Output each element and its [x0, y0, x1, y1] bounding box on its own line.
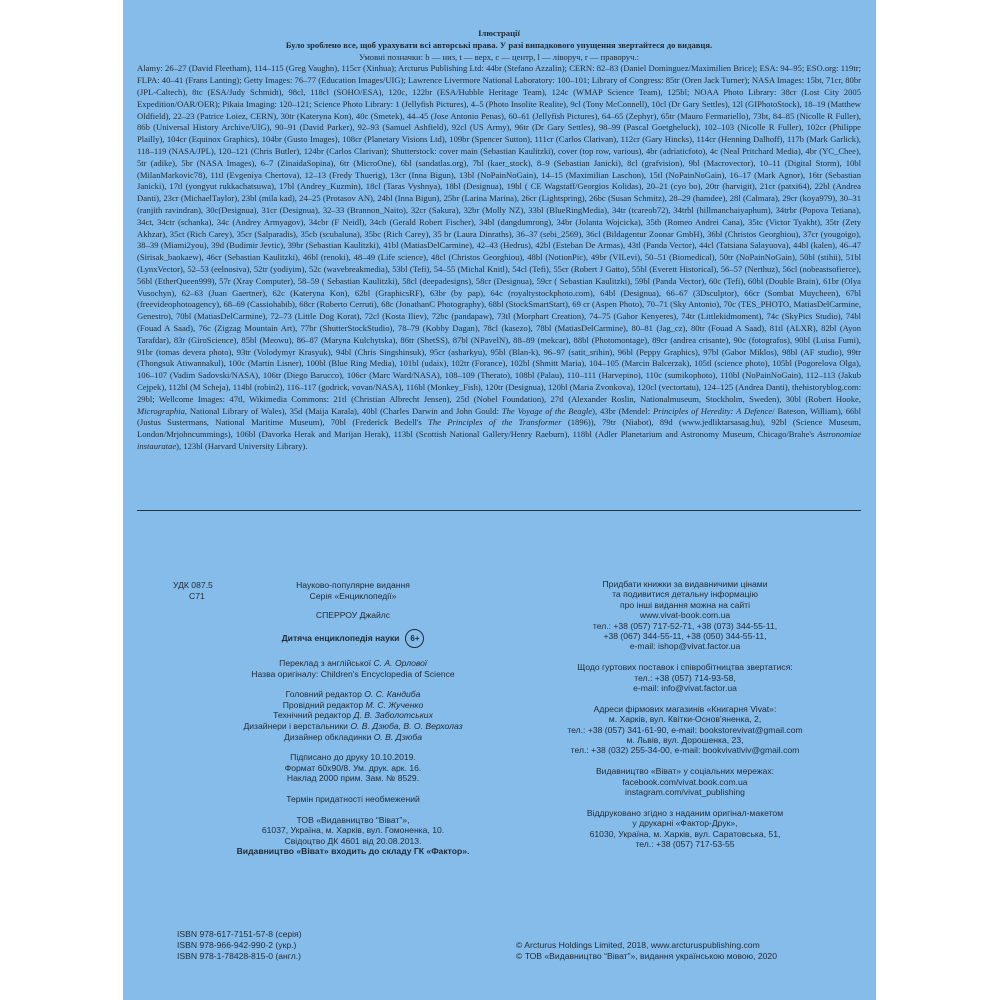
buy-line: тел.: +38 (057) 717-52-71, +38 (073) 344-55-11, — [592, 620, 778, 631]
shelf-life: Термін придатності необмежений — [286, 793, 420, 804]
isbn-block — [177, 929, 302, 962]
publisher-line: ТОВ «Видавництво “Віват”», — [296, 814, 410, 825]
book-info — [238, 580, 468, 648]
editor-line: Провідний редактор М. С. Жученко — [282, 699, 424, 710]
buy-line: Придбати книжки за видавничими цінами — [602, 579, 768, 589]
editor-line: Технічний редактор Д. В. Заболотських — [273, 710, 433, 721]
editor-line: Головний редактор О. С. Кандиба — [285, 689, 421, 700]
editorial-info — [218, 658, 488, 857]
copyright-line: © ТОВ «Видавництво “Віват”», видання українською мовою, 2020 — [516, 951, 777, 961]
author: СПЕРРОУ Джайлс — [315, 610, 391, 621]
publisher-line: Свідоцтво ДК 4601 від 20.08.2013. — [284, 835, 422, 846]
instagram-link[interactable]: instagram.com/vivat_publishing — [625, 787, 745, 798]
author-index: С71 — [189, 590, 205, 601]
genre: Науково-популярне видання — [296, 580, 410, 590]
print-info-line: Підписано до друку 10.10.2019. — [290, 752, 416, 763]
wholesale-line: тел.: +38 (057) 714-93-58, — [634, 672, 736, 683]
stores-line: м. Харків, вул. Квітки-Основ'яненка, 2, — [608, 714, 762, 725]
credits-text: Alamy: 26–27 (David Fleetham), 114–115 (Greg Vaughn), 115cr (Xinhua); Arcturus Publishing Ltd: 44br (Stefano Azzalin); CERN: 82–83 (Daniel Dominguez/Maximilien Brice); ESA: 94–95; ESO.org: 119tr; FLPA: 40–41 (Frans Lanting); Getty Images: 76–77 (Education Images/UIG); Lawrence Livermore National Laboratory: 100–101; Library of Congress: 85tr (Oren Jack Turner); NASA Images: 15bt, 71cr, 80br (JPL-Caltech), 8tc (ESA/Judy Schmidt), 98cl, 118cl (SOHO/ESA), 120c, 122br (ESA/Hubble Heritage Team), 124c (WMAP Science Team), 125bl; NOAA Photo Library: 38cr (Lost City 2005 Expedition/OAR/OER); Pikaia Imaging: 120–121; Science Photo Library: 1 (Jellyfish Pictures), 4–5 (Photo Insolite Realite), 9cl (Tony McConnell), 10cl (Dr Gary Settles), 12l (GIPhotoStock), 18–19 (Matthew Oldfield), 22–23 (Patrice Loiez, CERN), 30tr (Kateryna Kon), 40c (Smetek), 44–45 (Jose Antonio Penas), 60–61 (Jellyfish Pictures), 64–65 (Zephyr), 65tr (Mauro Fermariello), 73bt, 84–85 (Nicolle R Fuller), 86b (Universal History Archive/UIG), 90–91 (David Parker), 92–93 (Samuel Ashfield), 92cl (US Army), 96tr (Dr Gary Settles), 98–99 (Pascal Goetgheluck), 102–103 (Nicolle R Fuller), 102cr (Philippe Plailly), 104cr (Equinox Graphics), 104br (Gusto Images), 108cr (Planetary Visions Ltd), 109br (Spencer Sutton), 111cr (Carlos Clarivan), 112cr (Gary Hincks), 114cr (Henning Dalhoff), 117b (Mark Garlick), 118–119 (NASA/JPL), 120–121 (Chris Butler), 124br (Carlos Clarivan); Shutterstock: cover main (Sebastian Kaulitzki), cover (top row, various), 4br (adriaticfoto), 4c (Neal Pritchard Media), 4br (YC_Chee), 5tr (adike), 5br (NASA Images), 6–7 (ZinaidaSopina), 6tr (MicroOne), 6bl (sandatlas.org), 7bl (kaer_stock), 8–9 (Sebastian Janicki), 8cl (grafvision), 9bl (Macrovector), 10–11 (Digital Storm), 10bl (MilanMarkovic78), 11tl (Evgeniya Chertova), 12–13 (Fredy Thuerig), 13cr (Inna Bigun), 13bl (NoPainNoGain), 14–15 (Maximilian Laschon), 15tl (NoPainNoGain), 16–17 (Mark Agnor), 16tr (Sebastian Janicki), 17tl (yongyut rukkachatsuwa), 17bl (Andrey_Kuzmin), 18cl (Taras Vyshnya), 18bl (Designua), 19bl ( CE Wagstaff/Georgios Kolidas), 20–21 (cyo bo), 20tr (harvigit), 21cr (patxi64), 22bl (Andrea Danti), 23cr (MichaelTaylor), 23bl (mila kad), 24–25 (Protasov AN), 24bl (Inna Bigun), 25br (Larina Marina), 26cr (Lightspring), 26bc (Susan Schmitz), 28–29 (hamdee), 28l (Calmara), 29cr (koya979), 30–31 (ranjith ravindran), 30c(Designua), 31cr (Designua), 32–33 (Brannon_Naito), 32cr (Sakura), 32br (Molly NZ), 33bl (BlueRingMedia), 34tr (tcareob72), 34trbl (hillmanchaiyaphum), 34trbr (Popova Tetiana), 34ct, 34ctr (schanka), 34c (Andrey Armyagov), 34cbr (F Neidl), 34cb (Gerald Robert Fischer), 34bl (dangdumrong), 34br (Jolanta Wojcicka), 35tb (Romeo Andrei Cana), 35tc (Victor Tyakht), 35tr (Zety Akhzar), 35ct (Rich Carey), 35cr (Salparadis), 35cb (scubaluna), 35bc (Rich Carey), 35 br (Laura Dinraths), 36–37 (sebi_2569), 36cl (Bildagentur Zoonar GmbH), 36bl (Christos Georghiou), 37cr (yougoigo), 38–39 (Miami2you), 39d (Budimir Jevtic), 39br (Sebastian Kaulitzki), 41bl (MatiasDelCarmine), 42–43 (Hedrus), 42bl (Esteban De Armas), 43tl (Panda Vector), 44cl (Tatsiana Salayuova), 44bl (kalen), 46–47 (Sirisak_baokaew), 46cr (Sebastian Kaulitzki), 46bl (renoki), 48–49 (Life science), 48cl (Christos Georghiou), 48bl (NotionPic), 49br (VILevi), 50–51 (Biomedical), 50tr (NoPainNoGain), 50bl (stihii), 51bl (LynxVector), 52–53 (eelnosiva), 52tr (yodiyim), 52c (wavebreakmedia), 53bl (Tefi), 54–55 (Michal Knitl), 54cl (Tefi), 55cr (Robert J Gatto), 55bl (Everett Historical), 56–57 (Nerthuz), 56cl (nobeastsofierce), 56bl (EtherQueen999), 57r (Xray Computer), 58–59 ( Sebastian Kaulitzki), 58cl (deepadesigns), 58cr (Designua), 59cr ( Sebastian Kaulitzki), 59bl (Panda Vector), 60c (Tefi), 60bl (Double Brain), 61br (Olya Vusochyn), 62–63 (Juan Gaertner), 62c (Kateryna Kon), 62bl (GraphicsRF), 63br (by pap), 64c (royaltystockphoto.com), 64bl (Designua), 66–67 (3Dsculptor), 66cr (Sombat Muycheen), 67bl (freevideophotoagency), 68–69 (Cassiohabib), 68cr (Roberto Cerruti), 68c (JonathanC Photography), 68bl (StockSmartStart), 69 cr (Aspen Photo), 70–71 (Sky Antonio), 70c (TES_PHOTO, MatiasDelCarmine, Genestro), 70bl (MatiasDelCarmine), 72–73 (Little Dog Korat), 72cl (Kosta Iliev), 72bc (pandapaw), 73tl (Morphart Creation), 74–75 (Gabor Kenyeres), 74tr (Littlekidmoment), 74c (SkyPics Studio), 74bl (Fouad A Saad), 76c (Zigzag Mountain Art), 77br (ShutterStockStudio), 78–79 (Kobby Dagan), 78cl (kasezo), 78bl (MatiasDelCarmine), 80–81 (Jag_cz), 80tr (Fouad A Saad), 81tl (ALXR), 82bl (Ayon Tarafdar), 83r (GiroScience), 85bl (Meowu), 86–87 (Maryna Kulchytska), 86tr (ShetSS), 87bl (NPavelN), 88–89 (mekcar), 88bl (Photomontage), 89cr (andrea crisante), 90c (fotografos), 90bl (Luisa Fumi), 91br (tomas devera photo), 93tr (Volodymyr Krasyuk), 94bl (Chris Singshinsuk), 95cr (asharkyu), 95bl (Blan-k), 96–97 (satit_srihin), 96bl (Peppy Graphics), 97bl (Gabor Miklos), 98bl (AF studio), 99tr (Thongsuk Atiwannakul), 100c (Martin Lisner), 100bl (Blue Ring Media), 101bl (udaix), 102tr (Forance), 102bl (Shmitt Maria), 104–105 (Marcin Balcerzak), 105tl (science photo), 105bl (Pogorelova Olga), 106–107 (Vadim Sadovski/NASA), 106tr (Diego Barucco), 106cr (Marc Ward/NASA), 108–109 (Therato), 108bl (Palau), 110–111 (Harvepino), 110c (sumikophoto), 110bl (NoPainNoGain), 112–113 (Jakub Cejpek), 112bl (M Scheja), 114bl (robin2), 116–117 (godrick, vovan/NASA), 116bl (Monkey_Fish), 120tr (Designua), 120bl (Maria Zvonkova), 120cl (vectortatu), 124–125 (Andrea Danti), thehistoryblog.com: 29bl; Wellcome Images: 47tl, Wikimedia Commons: 21tl (Christian Albrecht Jensen), 25tl (Nobel Foundation), 27tl (Alexander Roslin, Nationalmuseum, Stockholm, Sweden), 30bl (Robert Hooke, Micrographia, National Library of Wales), 35d (Maija Karala), 40bl (Charles Darwin and John Gould: The Voyage of the Beagle), 43br (Mendel: Principles of Heredity: A Defence/ Bateson, William), 66bl (Justus Sustermans, National Maritime Museum), 70bl (Frederick Bedell's The Principles of the Transformer (1896)), 79tr (Niabot), 89d (www.jedliktarsasag.hu), 92bl (Science Museum, London/Mrjohncummings), 106bl (Davorka Herak and Marijan Herak), 113bl (Scottish National Gallery/Henry Raeburn), 118bl (Adler Planetarium and Astronomy Museum, Chicago/Brahe's Astronomiae instauratae), 123bl (Harvard University Library). — [137, 63, 862, 451]
printer-line: 61030, Україна, м. Харків, вул. Саратовська, 51, — [589, 828, 781, 839]
stores-line: м. Львів, вул. Дорошенка, 23, — [626, 735, 744, 746]
age-rating-badge: 6+ — [405, 629, 424, 648]
printer-line: тел.: +38 (057) 717-53-55 — [635, 839, 735, 850]
isbn-line: ISBN 978-966-942-990-2 (укр.) — [177, 940, 297, 950]
credits-heading: Ілюстрації — [478, 28, 520, 38]
credits-legend: Умовні позначки: b — низ, t — верх, c — центр, l — ліворуч, r — праворуч.: — [359, 51, 639, 62]
isbn-line: ISBN 978-617-7151-57-8 (серія) — [177, 929, 302, 939]
social-line: Видавництво «Віват» у соціальних мережах: — [595, 766, 775, 777]
wholesale-line: Щодо гуртових поставок і співробітництва звертатися: — [577, 662, 793, 673]
buy-line: +38 (067) 344-55-11, +38 (050) 344-55-11, — [603, 631, 767, 642]
printer-line: у друкарні «Фактор-Друк», — [632, 818, 738, 829]
buy-line: та подивитися детальну інформацію — [612, 589, 758, 600]
copyright-block — [516, 940, 777, 962]
series: Серія «Енциклопедії» — [309, 590, 397, 601]
classification-codes — [173, 580, 213, 601]
imprint-page — [123, 0, 876, 1000]
copyright-line: © Arcturus Holdings Limited, 2018, www.arcturuspublishing.com — [516, 940, 760, 950]
print-info-line: Формат 60х90/8. Ум. друк. арк. 16. — [284, 762, 422, 773]
print-info-line: Наклад 2000 прим. Зам. № 8529. — [286, 773, 420, 784]
stores-line: тел.: +38 (032) 255-34-00, e-mail: bookvivatlviv@gmail.com — [570, 745, 800, 756]
original-title: Назва оригіналу: Children's Encyclopedia of Science — [251, 668, 455, 679]
translation: Переклад з англійської С. А. Орлової — [279, 658, 427, 668]
website-link[interactable]: www.vivat-book.com.ua — [639, 610, 731, 621]
credits-notice: Було зроблено все, щоб урахувати всі авторські права. У разі випадкового упущення звертайтеся до видавця. — [285, 39, 713, 50]
udk-code: УДК 087.5 — [173, 580, 213, 590]
printer-line: Віддруковано згідно з наданим оригінал-макетом — [586, 807, 784, 818]
facebook-link[interactable]: facebook.com/vivat.book.com.ua — [622, 776, 748, 787]
editor-line: Дизайнери і верстальники О. В. Дзюба, В. О. Верхолаз — [243, 720, 463, 731]
shop-email: e-mail: ishop@vivat.factor.ua — [629, 641, 741, 652]
editor-line: Дизайнер обкладинки О. В. Дзюба — [284, 731, 422, 742]
illustration-credits — [137, 28, 861, 453]
wholesale-line: e-mail: info@vivat.factor.ua — [633, 683, 737, 694]
section-divider — [137, 510, 861, 511]
buy-line: про інші видання можна на сайті — [619, 599, 751, 610]
contact-info — [499, 579, 871, 850]
isbn-line: ISBN 978-1-78428-815-0 (англ.) — [177, 951, 302, 961]
stores-line: тел.: +38 (057) 341-61-90, e-mail: bookstorevivat@gmail.com — [567, 724, 803, 735]
stores-line: Адреси фірмових магазинів «Книгарня Vivat»: — [593, 703, 777, 714]
publisher-line: 61037, Україна, м. Харків, вул. Гомоненка, 10. — [261, 825, 445, 836]
publisher-group: Видавництво «Віват» входить до складу ГК «Фактор». — [236, 846, 470, 857]
book-title: Дитяча енциклопедія науки 6+ — [238, 629, 468, 648]
